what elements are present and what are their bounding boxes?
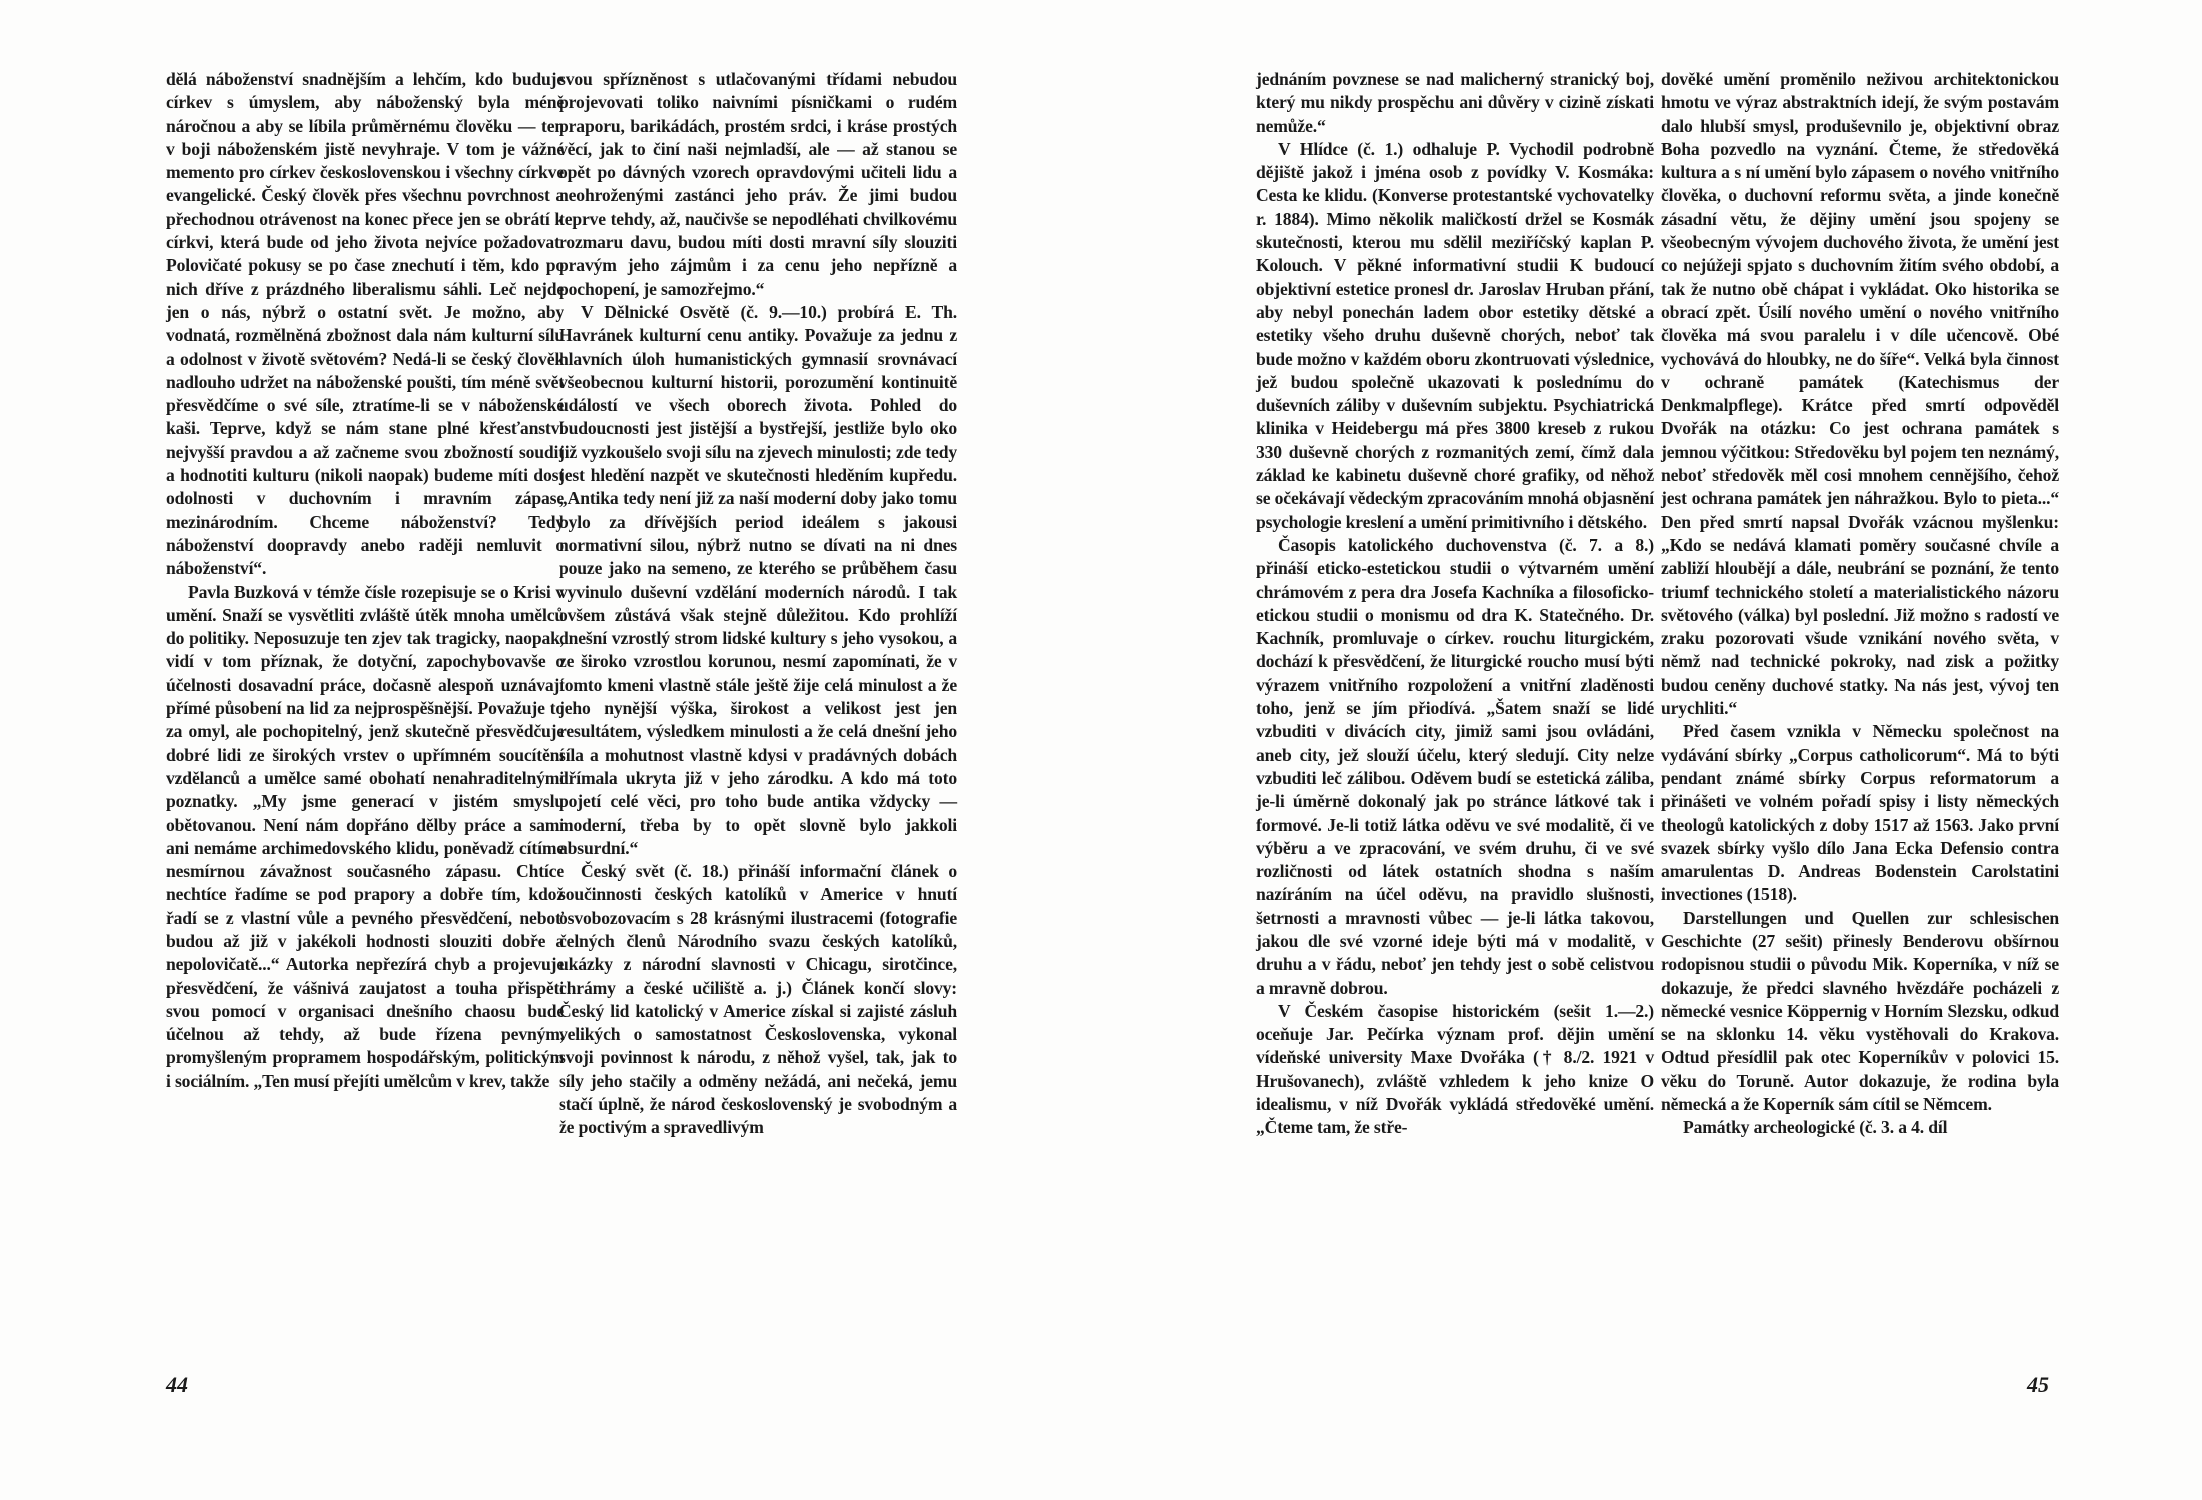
paragraph: Časopis katolického duchovenstva (č. 7. a 8.) přináší eticko-estetickou studii o výtvarném umění chrámovém z pera dra Josefa Kachníka a filosoficko-etickou studii o monismu od dra K. Statečného. Dr. Kachník, promluvaje o církev. rouchu liturgickém, dochází k přesvědčení, že liturgické roucho musí býti výrazem vnitřního rozpoložení a vnitřní zladěnosti toho, jenž se jím přiodívá. „Šatem snaží se lidé vzbuditi v divácích city, jimiž sami jsou ovládáni, aneb city, jež slouží účelu, který sledují. City nelze vzbuditi leč zálibou. Oděvem budí se estetická záliba, je-li úměrně dokonalý jak po stránce látkové tak i formové. Je-li totiž látka oděvu ve své modalitě, či ve výběru a ve zpracování, ve svém druhu, či ve své rozličnosti od látek ostatních shodna s naším nazíráním na účel oděvu, na pravidlo slušnosti, šetrnosti a mravnosti vůbec — je-li látka takovou, jakou dle své vzorné ideje býti má v modalitě, v druhu a v řádu, neboť jen tehdy jest o sobě celistvou a mravně dobrou. (1256, 534, 1654, 998)
paragraph: V Dělnické Osvětě (č. 9.—10.) probírá E. Th. Havránek kulturní cenu antiky. Považuje za jednu z hlavních úloh humanistických gymnasií srovnávací všeobecnou kulturní historii, porozumění kontinuitě událostí ve všech oborech života. Pohled do budoucnosti jest jistější a bystřejší, jestliže bylo oko již vyzkoušelo svoji sílu na zjevech minulosti; zde tedy jest hledění nazpět ve skutečnosti hleděním kupředu. „Antika tedy není již za naší moderní doby jako tomu bylo za dřívějších period ideálem s jakousi normativní silou, nýbrž nutno se dívati na ni dnes pouze jako na semeno, ze kterého se průběhem času vyvinulo duševní vzdělání moderních národů. I tak ovšem zůstává však stejně důležitou. Kdo prohlíží dnešní vzrostlý strom lidské kultury s jeho vysokou, a ze široko vzrostlou korunou, nesmí zapomínati, že v tomto kmeni vlastně stále ještě žije celá minulost a že jeho nynější výška, širokost a velikost jest jen resultátem, výsledkem minulosti a že celá dnešní jeho síla a mohutnost vlastně kdysi v pradávných dobách dřímala ukryta již v jeho zárodku. A kdo má toto pojetí celé věci, pro toho bude antika vždycky — moderní, třeba by to opět slovně bylo jakkoli absurdní.“ (559, 301, 957, 858)
paragraph: Památky archeologické (č. 3. a 4. díl (1683, 1117, 1948, 1138)
left-page-column-2 (559, 68, 957, 1140)
page-number: 44 (166, 1372, 188, 1397)
paragraph: dověké umění proměnilo neživou architektonickou hmotu ve výraz abstraktních idejí, že svým postavám dalo hlubší smysl, produševnilo je, objektivní obraz Boha pozvedlo na vyznání. Čteme, že středověká kultura a s ní umění bylo zápasem o nového vnitřního člověka, o duchovní reformu světa, a jinde konečně zásadní větu, že dějiny umění jsou spojeny se všeobecným vývojem duchového života, že umění jest co nejúžeji spjato s duchovním žitím svého období, a tak že nutno obě chápat i vykládat. Oko historika se obrací zpět. Úsilí nového umění o nového vnitřního člověka má svou paralelu i v díle učencově. Obé vychovává do hloubky, ne do šíře“. Velká byla činnost v ochraně památek (Katechismus der Denkmalpflege). Krátce před smrtí odpověděl Dvořák na otázku: Co jest ochrana památek s jemnou výčitkou: Středověku byl pojem ten neznámý, neboť středověk měl cosi mnohem cennějšího, čehož jest ochrana památek jen náhražkou. Bylo to pieta...“ Den před smrtí napsal Dvořák vzácnou myšlenku: „Kdo se nedává klamati poměry současné chvíle a zabliží hloubějí a dále, neubrání se poznání, že tento triumf technického století a materialistického názoru světového (válka) byl poslední. Již možno s radostí ve zraku pozorovati všude vznikání nového světa, v němž nad technické pokroky, nad zisk a požitky budou ceněny duchové statky. Na nás jest, vývoj ten urychliti.“ (1661, 69, 2059, 719)
paragraph: jednáním povznese se nad malicherný stranický boj, který mu nikdy prospěchu ani důvěry v cizině získati nemůže.“ (1256, 69, 1654, 136)
paragraph: V Hlídce (č. 1.) odhaluje P. Vychodil podrobně dějiště jakož i jména osob z povídky V. Kosmáka: Cesta ke klidu. (Konverse protestantské vychovatelky r. 1884). Mimo několik maličkostí držel se Kosmák skutečnosti, kterou mu sdělil meziříčský kaplan P. Kolouch. V pěkné informativní studii K budoucí objektivní estetice pronesl dr. Jaroslav Hruban přání, aby nebyl ponechán ladem obor estetiky dětské a estetiky všeho druhu duševně chorých, neboť tak bude možno v každém oboru zkontruovati výslednice, jež budou společně ukazovati k poslednímu do duševních záliby v duševním subjektu. Psychiatrická klinika v Heidebergu má přes 3800 kreseb z rukou 330 duševně chorých z rozmanitých zemí, čímž dala základ ke kabinetu duševně choré grafiky, od něhož se očekávají vědeckým zpracováním mnohá objasnění psychologie kreslení a umění primitivního i dětského. (1256, 138, 1654, 532)
left-page-column-1 (166, 68, 564, 1093)
paragraph: Český svět (č. 18.) přináší informační článek o součinnosti českých katolíků v Americe v hnutí osvobozovacím s 28 krásnými ilustracemi (fotografie čelných členů Národního svazu českých katolíků, ukázky z národní slavnosti v Chicagu, sirotčince, chrámy a české učiliště a. j.) Článek končí slovy: Český lid katolický v Americe získal si zajisté zásluh velikých o samostatnost Československa, vykonal svoji povinnost k národu, z něhož vyšel, tak, jak to síly jeho stačily a odměny nežádá, ani nečeká, jemu stačí úplně, že národ československý je svobodným a že poctivým a spravedlivým (559, 861, 957, 1138)
right-page (1101, 0, 2202, 1500)
paragraph: svou spřízněnost s utlačovanými třídami nebudou projevovati toliko naivními písničkami o rudém praporu, barikádách, prostém srdci, i kráse prostých věcí, jak to činí naši nejmladší, ale — až stanou se opět po dávných vzorech opravdovými učiteli lidu a neohroženými zastánci jeho práv. Že jimi budou teprve tehdy, až, naučivše se nepodléhati chvilkovému rozmaru davu, budou míti dosti mravní síly slouziti pravým jeho zájmům i za cenu jeho nepřízně a pochopení, je samozřejmo.“ (559, 69, 957, 299)
page-number: 45 (2027, 1372, 2049, 1397)
paragraph: dělá náboženství snadnějším a lehčím, kdo buduje církev s úmyslem, aby náboženský byla méně náročnou a aby se líbila průměrnému člověku — ten v boji náboženském jistě nevyhraje. V tom je vážné memento pro církev československou i všechny církve evangelické. Český člověk přes všechnu povrchnost a přechodnou otrávenost na konec přece jen se obrátí k církvi, která bude od jeho života nejvíce požadovat. Polovičaté pokusy se po čase znechutí i těm, kdo po nich dříve z prázdného liberalismu sáhli. Leč nejde jen o nás, nýbrž o ostatní svět. Je možno, aby vodnatá, rozmělněná zbožnost dala nám kulturní sílu a odolnost v životě světovém? Nedá-li se český člověk nadlouho udržet na náboženské poušti, tím méně svět přesvědčíme o své síle, ztratíme-li se v náboženské kaši. Teprve, když se nám stane plné křesťanství nejvyšší pravdou a až začneme svou zbožností soudit a hodnotiti kulturu (nikoli naopak) budeme míti dost odolnosti v duchovním i mravním zápase mezinárodním. Chceme náboženství? Tedy náboženství doopravdy anebo raději nemluvit o náboženství“. (166, 69, 564, 579)
right-page-column-1 (1256, 68, 1654, 1140)
right-page-column-2 (1661, 68, 2059, 1140)
paragraph: V Českém časopise historickém (sešit 1.—2.) oceňuje Jar. Pečírka význam prof. dějin umění vídeňské university Maxe Dvořáka († 8./2. 1921 v Hrušovanech), zvláště vzhledem k jeho knize O idealismu, v níž Dvořák vykládá středověké umění. „Čteme tam, že stře- (1256, 1000, 1654, 1138)
paragraph: Darstellungen und Quellen zur schlesischen Geschichte (27 sešit) přinesly Benderovu obšírnou rodopisnou studii o původu Mik. Koperníka, v níž se dokazuje, že předci slavného hvězdáře pocházeli z německé vesnice Köppernig v Horním Slezsku, odkud se na sklonku 14. věku vystěhovali do Krakova. Odtud přesídlil pak otec Koperníkův v polovici 15. věku do Toruně. Autor dokazuje, že rodina byla německá a že Koperník sám cítil se Němcem. (1661, 907, 2059, 1115)
paragraph: Pavla Buzková v témže čísle rozepisuje se o Krisi v umění. Snaží se vysvětliti zvláště útěk mnoha umělců do politiky. Neposuzuje ten zjev tak tragicky, naopak, vidí v tom příznak, že dotyční, zapochybovavše o účelnosti dosavadní práce, dočasně alespoň uznávají přímé působení na lid za nejprospěšnější. Považuje to za omyl, ale pochopitelný, jenž skutečně přesvědčuje dobré lidi ze širokých vrstev o upřímném soucítění vzdělanců a umělce samé obohatí nenahraditelnými poznatky. „My jsme generací v jistém smyslu obětovanou. Není nám dopřáno dělby práce a sami ani nemáme archimedovského klidu, poněvadž cítíme nesmírnou závažnost současného zápasu. Chtíce nechtíce řadíme se pod prapory a dobře tím, kdož řadí se z vlastní vůle a pevného přesvědčení, neboť budou až již v jakékoli hodnosti slouziti dobře a nepolovičatě...“ Autorka nepřezírá chyb a projevuje přesvědčení, že vášnivá zaujatost a touha přispěti svou pomocí v organisaci dnešního chaosu bude účelnou až tehdy, až bude řízena pevným, promyšleným propramem hospodářským, politickým i sociálním. „Ten musí přejíti umělcům v krev, takže (166, 581, 564, 1091)
paragraph: Před časem vznikla v Německu společnost na vydávání sbírky „Corpus catholicorum“. Má to býti pendant známé sbírky Corpus reformatorum a přinášeti ve volném pořadí spisy i listy německých theologů katolických z doby 1517 až 1563. Jako první svazek sbírky vyšlo dílo Jana Ecka Defensio contra amarulentas D. Andreas Bodenstein Carolstatini invectiones (1518). (1661, 721, 2059, 905)
